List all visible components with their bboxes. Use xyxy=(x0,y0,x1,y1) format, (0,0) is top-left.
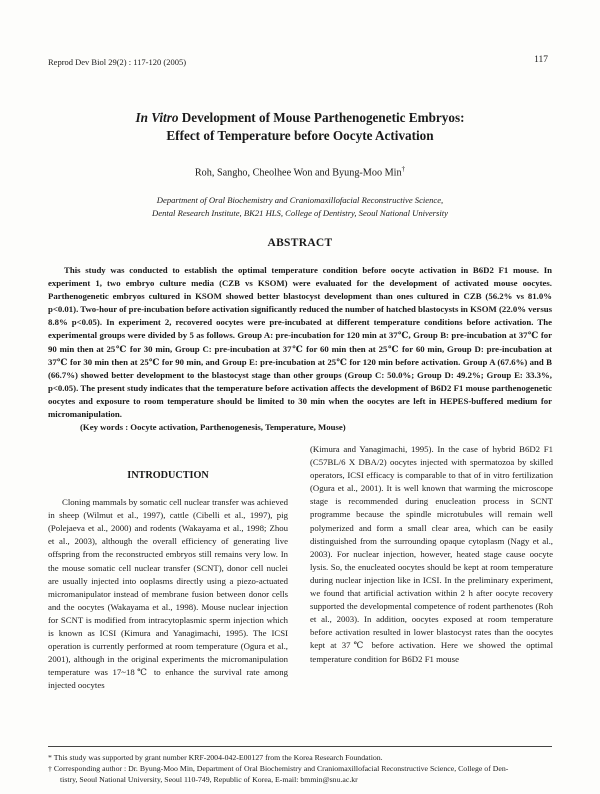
title-line-1-rest: Development of Mouse Parthenogenetic Embryos: xyxy=(178,110,465,125)
abstract-block xyxy=(48,264,552,434)
introduction-heading: INTRODUCTION xyxy=(127,470,209,481)
affiliation-line-1: Department of Oral Biochemistry and Craniomaxillofacial Reconstructive Science, xyxy=(156,195,444,205)
footnotes xyxy=(48,752,552,785)
footnote-corresponding-line-2: tistry, Seoul National University, Seoul 110-749, Republic of Korea, E-mail: bmmin@snu.ac.kr xyxy=(60,775,358,784)
right-column xyxy=(310,443,553,666)
footnote-funding: * This study was supported by grant number KRF-2004-042-E00127 from the Korea Research Foundation. xyxy=(48,753,383,762)
footnote-divider xyxy=(48,746,552,747)
corresponding-author-mark: † xyxy=(401,165,406,173)
abstract-body: This study was conducted to establish the optimal temperature condition before oocyte activation in B6D2 F1 mouse. In experiment 1, two embryo culture media (CZB vs KSOM) were evaluated for the development of activated mouse oocytes. Parthenogenetic embryos cultured in KSOM showed better blastocyst development than ones cultured in CZB (56.2% vs 81.0% p<0.01). Two-hour of pre-incubation before activation significantly reduced the number of hatched blastocysts in KSOM (22.0% versus 8.8% p<0.05). In experiment 2, recovered oocytes were pre-incubated at different temperature conditions before activation. The experimental groups were divided by 5 as follows. Group A: pre-incubation for 120 min at 37℃, Group B: pre-incubation at 37℃ for 90 min then at 25℃ for 30 min, Group C: pre-incubation at 37℃ for 60 min then at 25℃ for 60 min, Group D: pre-incubation at 37℃ for 30 min then at 25℃ for 90 min, and Group E: pre-incubation at 25℃ for 120 min before activation. Group A (67.6%) and B (66.7%) showed better development to the blastocyst stage than other groups (Group C: 50.0%; Group D: 49.2%; Group E: 33.3%, p<0.05). The present study indicates that the temperature before activation affects the development of B6D2 F1 mouse parthenogenetic oocytes and exposure to room temperature should be limited to 30 min when the oocytes are left in HEPES-buffered medium for micromanipulation. xyxy=(48,265,552,420)
running-head: Reprod Dev Biol 29(2) : 117-120 (2005) xyxy=(48,57,187,67)
footnote-corresponding-line-1: † Corresponding author : Dr. Byung-Moo Min, Department of Oral Biochemistry and Craniomaxillofacial Reconstructive Science, College of Den- xyxy=(48,764,509,773)
introduction-right-text: (Kimura and Yanagimachi, 1995). In the case of hybrid B6D2 F1 (C57BL/6 X DBA/2) oocytes injected with spermatozoa by skilled operators, ICSI efficacy is comparable to that of in vitro fertilization (Ogura et al., 2001). It is well known that warming the microscope stage is recommended during enucleation process in SCNT programme because the spindle microtubules will remain well polymerized and form a small clear area, which can be easily distinguished from the surrounding opaque cytoplasm (Nagy et al., 2003). For nuclear injection, however, heated stage cause oocyte lysis. So, the enucleated oocytes should be kept at room temperature during nuclear injection like in ICSI. In the preliminary experiment, we found that artificial activation within 2 h after oocyte recovery supported the developmental competence of rodent parthenotes (Roh et al., 2003). In addition, oocytes exposed at room temperature before activation resulted in lower blastocyst rates than the oocytes kept at 37℃ before activation. Here we showed the optimal temperature condition for B6D2 F1 mouse xyxy=(310,444,553,664)
abstract-heading: ABSTRACT xyxy=(267,237,333,249)
keywords: (Key words : Oocyte activation, Parthenogenesis, Temperature, Mouse) xyxy=(80,422,346,433)
introduction-left-text: Cloning mammals by somatic cell nuclear transfer was achieved in sheep (Wilmut et al., 1997), cattle (Cibelli et al., 1997), pig (Polejaeva et al., 2000) and rodents (Wakayama et al., 1998; Zhou et al., 2003), although the overall efficiency of generating live offspring from the reconstructed embryos still remains very low. In the mouse somatic cell nuclear transfer (SCNT), donor cell nuclei are usually injected into ooplasms directly using a piezo-actuated micromanipulator instead of membrane fusion between donor cells and the oocytes (Wakayama et al., 1998). Mouse nuclear injection for SCNT is modified from intracytoplasmic sperm injection which is known as ICSI (Kimura and Yanagimachi, 1995). The ICSI operation is currently performed at room temperature (Ogura et al., 2001), although in the original experiments the micromanipulation temperature was 17~18℃ to enhance the survival rate among injected oocytes xyxy=(48,497,288,691)
affiliation-line-2: Dental Research Institute, BK21 HLS, College of Dentistry, Seoul National University xyxy=(152,208,448,218)
title-italic-prefix: In Vitro xyxy=(135,110,179,125)
article-title-line-1 xyxy=(0,108,600,127)
author-names: Roh, Sangho, Cheolhee Won and Byung-Moo Min xyxy=(194,167,402,179)
page-number: 117 xyxy=(534,55,548,65)
article-title-line-2: Effect of Temperature before Oocyte Activation xyxy=(166,128,434,143)
left-column xyxy=(48,462,288,693)
author-list xyxy=(0,165,600,178)
